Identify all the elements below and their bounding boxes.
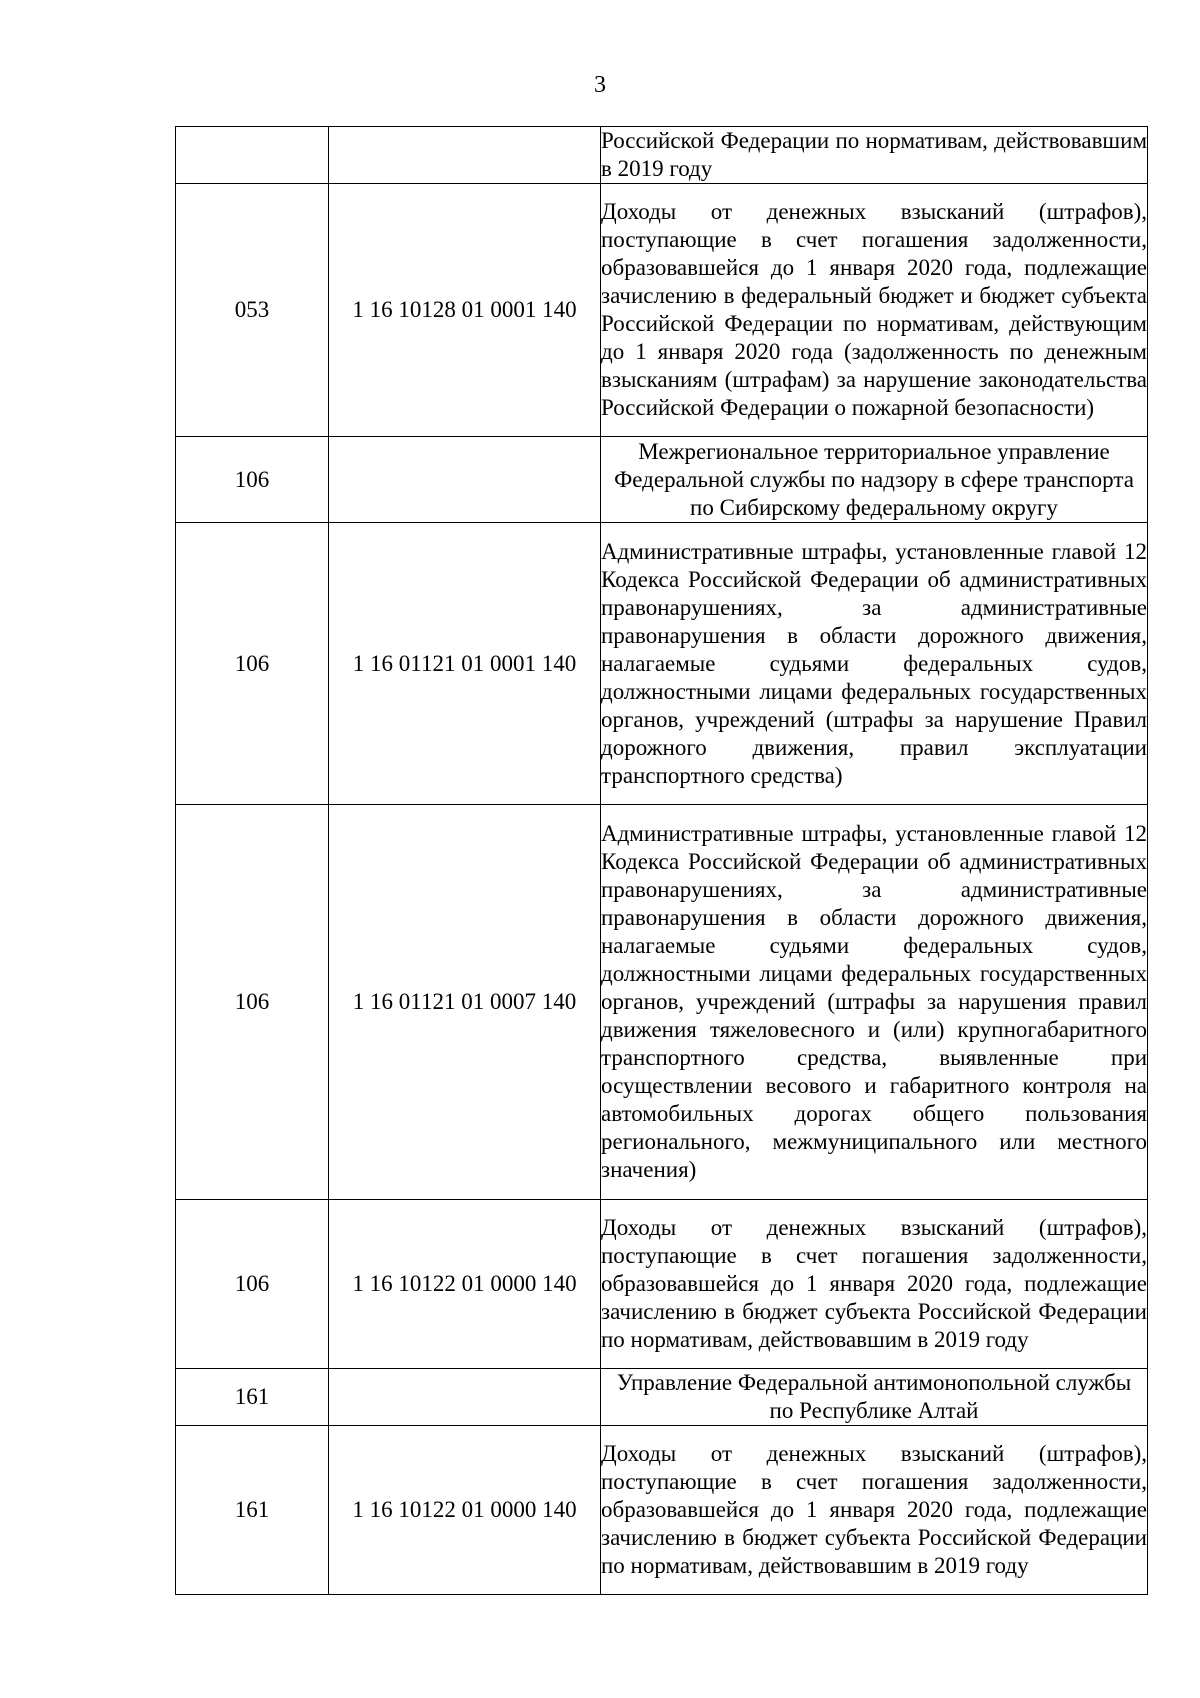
agency-heading-cell: Управление Федеральной антимонопольной службы по Республике Алтай <box>601 1369 1148 1426</box>
description-cell: Административные штрафы, установленные главой 12 Кодекса Российской Федерации об административных правонарушениях, за административные правонарушения в области дорожного движения, налагаемые судьями федеральных судов, должностными лицами федеральных государственных органов, учреждений (штрафы за нарушения правил движения тяжеловесного и (или) крупногабаритного транспортного средства, выявленные при осуществлении весового и габаритного контроля на автомобильных дорогах общего пользования регионального, межмуниципального или местного значения) <box>601 805 1148 1200</box>
kbk-code-cell <box>329 127 601 184</box>
admin-code-cell: 106 <box>176 523 329 805</box>
admin-code-cell <box>176 127 329 184</box>
table-row <box>176 184 1148 437</box>
table-row <box>176 1200 1148 1369</box>
table-row <box>176 805 1148 1200</box>
table-row <box>176 127 1148 184</box>
budget-revenue-table <box>175 126 1148 1595</box>
agency-heading-cell: Межрегиональное территориальное управление Федеральной службы по надзору в сфере транспорта по Сибирскому федеральному округу <box>601 437 1148 523</box>
kbk-code-cell: 1 16 10128 01 0001 140 <box>329 184 601 437</box>
admin-code-cell: 106 <box>176 437 329 523</box>
kbk-code-cell: 1 16 01121 01 0001 140 <box>329 523 601 805</box>
table-row <box>176 1426 1148 1595</box>
description-cell: Российской Федерации по нормативам, действовавшим в 2019 году <box>601 127 1148 184</box>
description-cell: Доходы от денежных взысканий (штрафов), поступающие в счет погашения задолженности, образовавшейся до 1 января 2020 года, подлежащие зачислению в бюджет субъекта Российской Федерации по нормативам, действовавшим в 2019 году <box>601 1426 1148 1595</box>
table-row <box>176 523 1148 805</box>
description-cell: Доходы от денежных взысканий (штрафов), поступающие в счет погашения задолженности, образовавшейся до 1 января 2020 года, подлежащие зачислению в бюджет субъекта Российской Федерации по нормативам, действовавшим в 2019 году <box>601 1200 1148 1369</box>
table-row <box>176 1369 1148 1426</box>
page-number: 3 <box>594 72 606 98</box>
description-cell: Доходы от денежных взысканий (штрафов), поступающие в счет погашения задолженности, образовавшейся до 1 января 2020 года, подлежащие зачислению в федеральный бюджет и бюджет субъекта Российской Федерации по нормативам, действующим до 1 января 2020 года (задолженность по денежным взысканиям (штрафам) за нарушение законодательства Российской Федерации о пожарной безопасности) <box>601 184 1148 437</box>
kbk-code-cell: 1 16 01121 01 0007 140 <box>329 805 601 1200</box>
kbk-code-cell: 1 16 10122 01 0000 140 <box>329 1426 601 1595</box>
kbk-code-cell <box>329 437 601 523</box>
kbk-code-cell: 1 16 10122 01 0000 140 <box>329 1200 601 1369</box>
admin-code-cell: 106 <box>176 1200 329 1369</box>
kbk-code-cell <box>329 1369 601 1426</box>
description-cell: Административные штрафы, установленные главой 12 Кодекса Российской Федерации об административных правонарушениях, за административные правонарушения в области дорожного движения, налагаемые судьями федеральных судов, должностными лицами федеральных государственных органов, учреждений (штрафы за нарушение Правил дорожного движения, правил эксплуатации транспортного средства) <box>601 523 1148 805</box>
admin-code-cell: 161 <box>176 1426 329 1595</box>
admin-code-cell: 161 <box>176 1369 329 1426</box>
table-row <box>176 437 1148 523</box>
admin-code-cell: 053 <box>176 184 329 437</box>
admin-code-cell: 106 <box>176 805 329 1200</box>
